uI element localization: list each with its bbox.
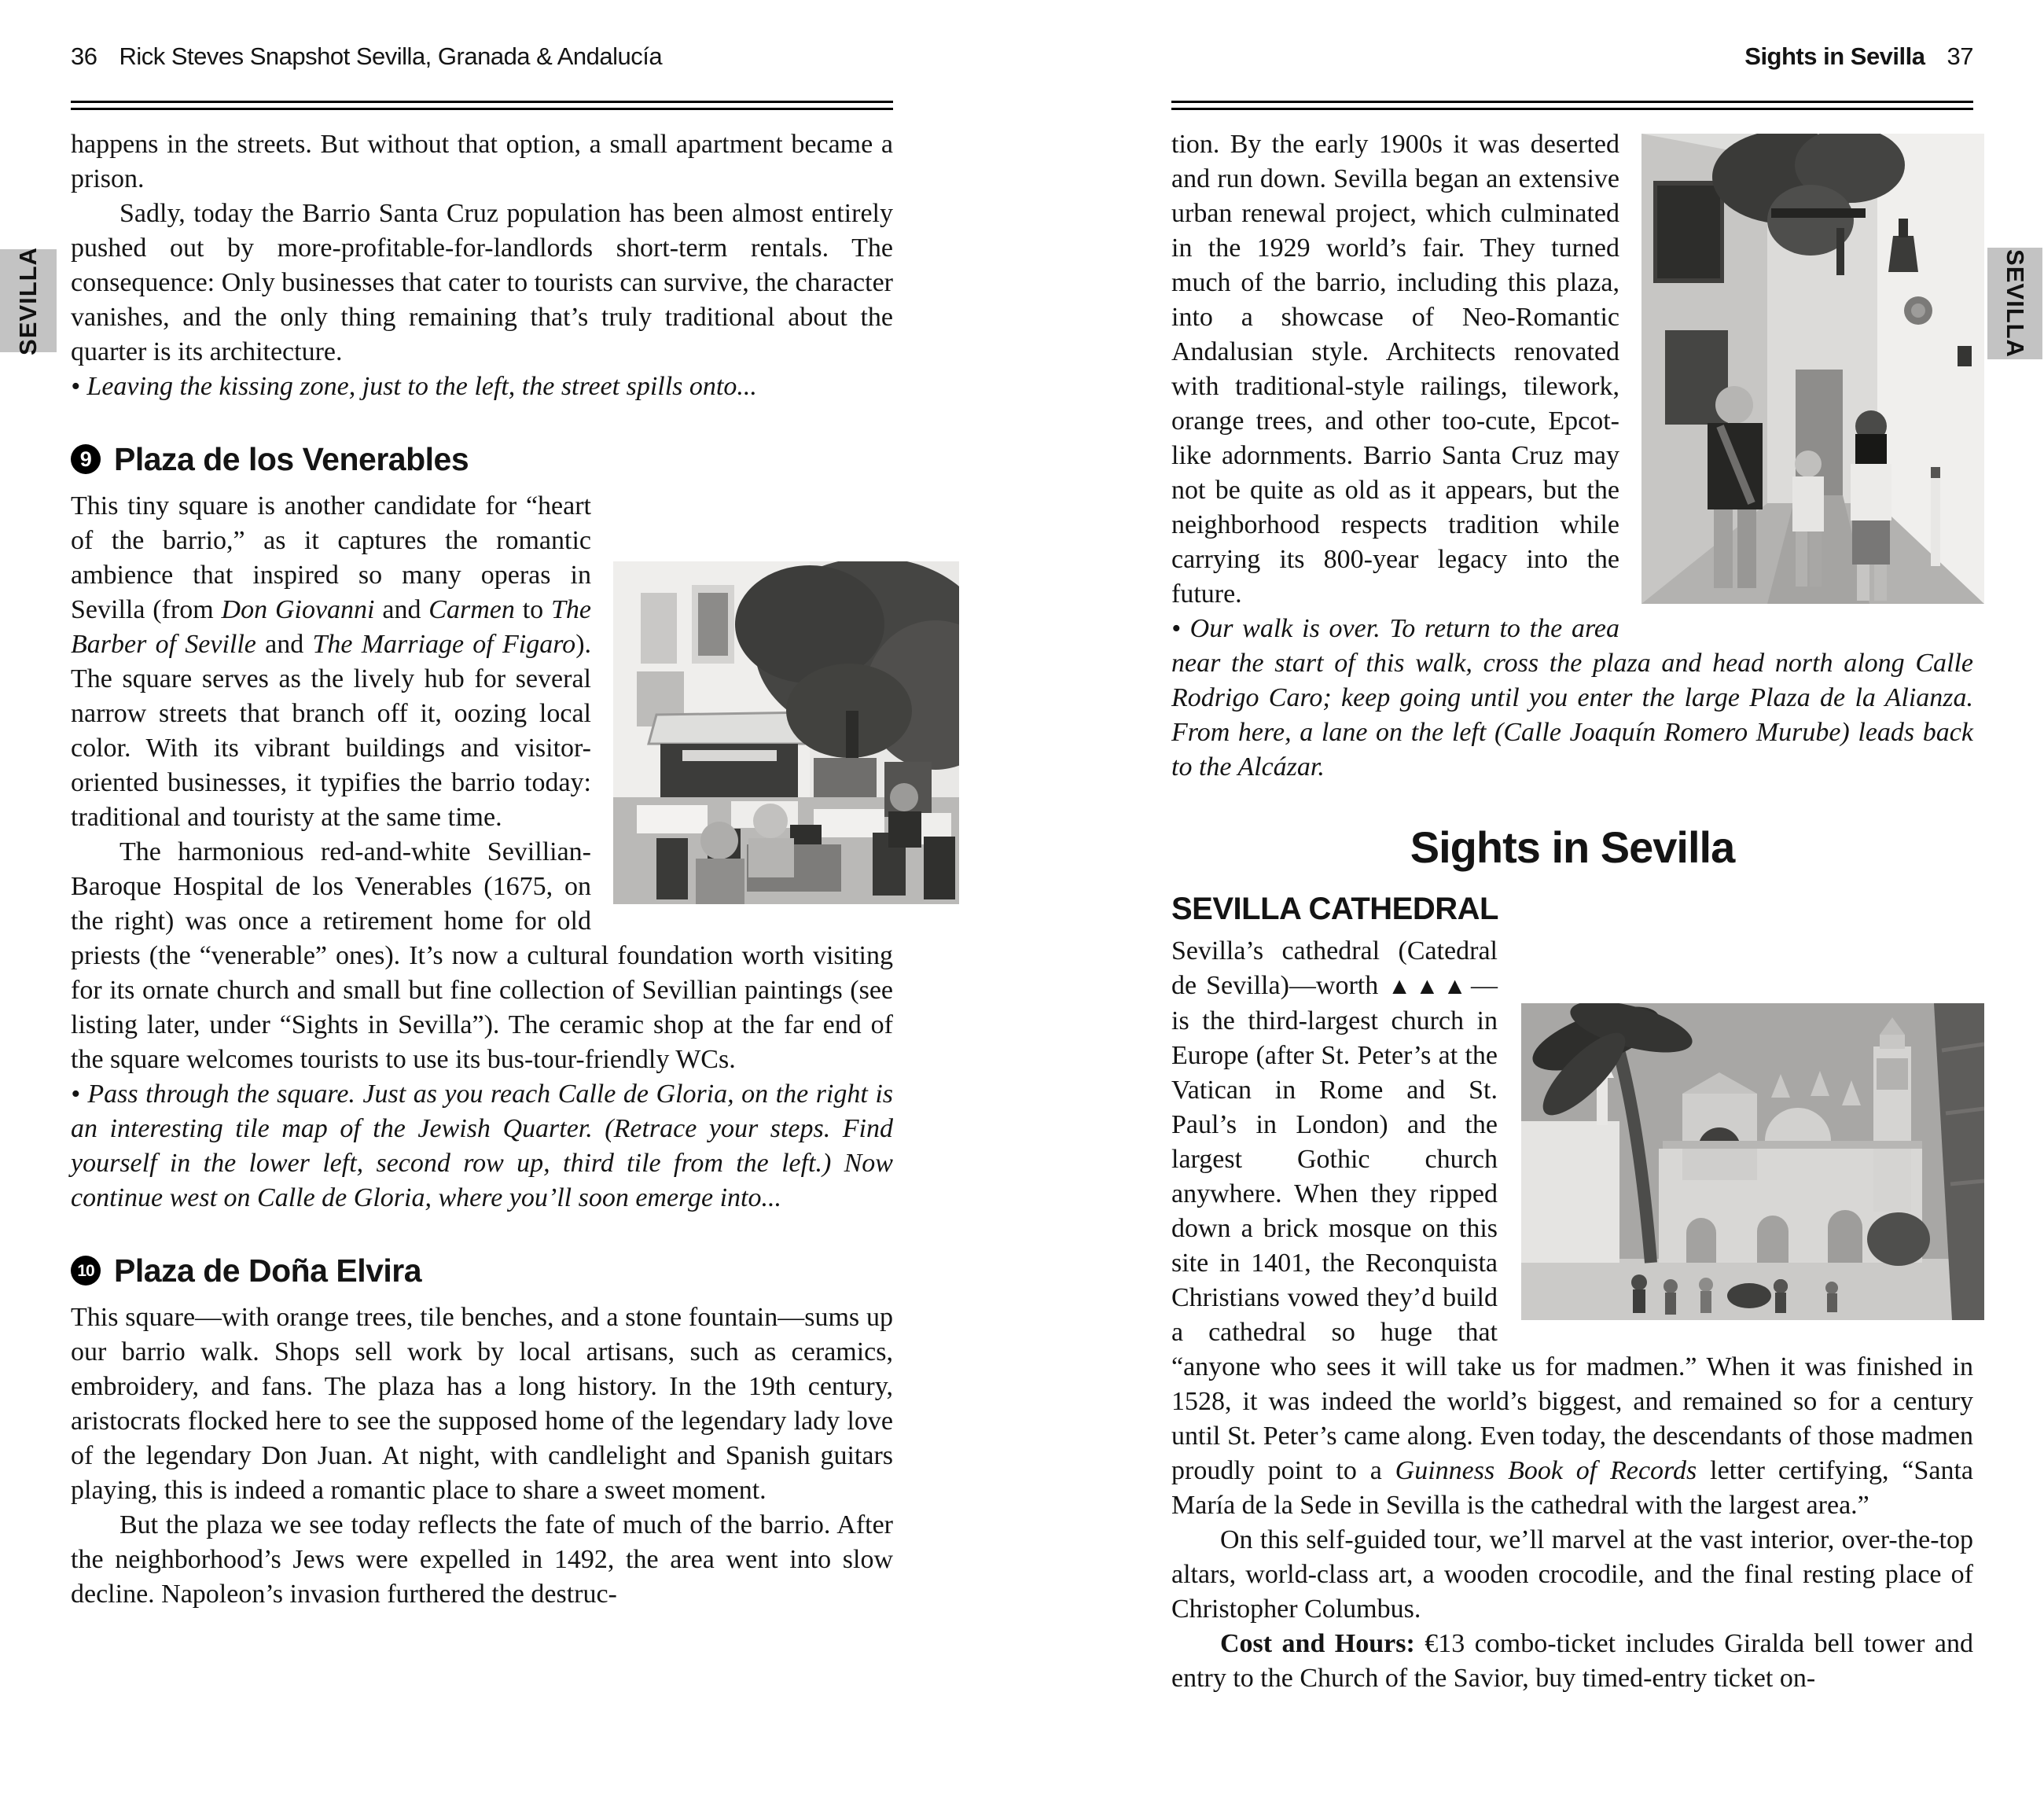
sevilla-cathedral-photo: [1521, 1003, 1984, 1320]
section-heading-dona-elvira: [71, 1253, 893, 1288]
text-run: This tiny square is another candidate for “heart of the barrio,” as it captures the romantic ambience that inspired so many operas in Sevilla (from: [71, 491, 591, 624]
tab-label: SEVILLA: [14, 246, 42, 355]
paragraph: On this self-guided tour, we’ll marvel at the vast interior, over-the-top altars, world-class art, a wooden crocodile, and the final resting place of Christopher Columbus.: [1171, 1525, 1973, 1624]
sevilla-chapter-tab-left: [0, 246, 57, 355]
page-number-left: 36: [71, 42, 97, 70]
paragraph: The harmonious red-and-white Sevillian-Baroque Hospital de los Venerables (1675, on the right) was once a retirement home for old priests (the “venerable” ones). It’s now a cultural foundation worth visiting for its ornate church and small but fine collection of Sevillian paintings (see listing later, under “Sights in Sevilla”). The ceramic shop at the far end of the square welcomes tourists to use its bus-tour-friendly WCs.: [71, 837, 893, 1074]
running-head-left: Rick Steves Snapshot Sevilla, Granada & Andalucía: [119, 42, 663, 70]
cafe-photo-illustration: [613, 561, 959, 904]
plaza-venerables-cafe-photo: [613, 561, 959, 904]
chapter-heading: Sights in Sevilla: [1410, 822, 1735, 872]
text-run: and: [374, 595, 429, 624]
subsection-heading: SEVILLA CATHEDRAL: [1171, 892, 1498, 926]
guide-note: • Leaving the kissing zone, just to the left, the street spills onto...: [71, 372, 757, 401]
text-run: €13 combo-ticket includes Giralda bell tower and entry to the Church of the Savior, buy timed-entry ticket on-: [1171, 1629, 1973, 1693]
section-title: Plaza de Doña Elvira: [114, 1252, 422, 1289]
guide-note: • Our walk is over. To return to the area near the start of this walk, cross the plaza and head north along Calle Rodrigo Caro; keep going until you enter the large Plaza de la Alianza. From here, a lane on the left (Calle Joaquín Romero Murube) leads back to the Alcázar.: [1171, 614, 1973, 782]
section-heading-venerables: [71, 442, 893, 476]
section-title: Plaza de los Venerables: [114, 441, 469, 477]
header-rule-left: [71, 101, 893, 110]
street-photo-illustration: [1641, 134, 1984, 604]
opera-title: Don Giovanni: [221, 595, 375, 624]
paragraph: Sadly, today the Barrio Santa Cruz population has been almost entirely pushed out by more-profitable-for-landlords short-term rentals. The consequence: Only businesses that cater to tourists can survive, the character vanishes, and the only thing remaining that’s truly traditional about the quarter is its architecture.: [71, 199, 893, 366]
text-run: tion. By the early 1900s it was deserted and run down. Sevilla began an extensive urban renewal project, which culminated in the 1929 world’s fair. They turned much of the barrio, including this plaza, into a showcase of Neo-Romantic Andalusian style. Architects renovated with traditional-style railings, tilework, orange trees, and other too-cute, Epcot-like adornments. Barrio Santa Cruz may not be quite as old as it appears, but the neighborhood respects tradition while carrying its 800-year legacy into the future.: [1171, 130, 1619, 609]
barrio-street-photo: [1641, 134, 1984, 604]
page-37-body: [1171, 127, 1973, 1696]
book-title: Guinness Book of Records: [1395, 1456, 1697, 1485]
sevilla-chapter-tab-right: [1987, 248, 2042, 359]
text-run: Sevilla’s cathedral (Catedral de Sevilla)—worth: [1171, 936, 1498, 1000]
text-run: to: [514, 595, 552, 624]
paragraph: This square—with orange trees, tile benches, and a stone fountain—sums up our barrio walk. Shops sell work by local artisans, such as ceramics, embroidery, and fans. The plaza has a long history. In the 19th century, aristocrats flocked here to see the supposed home of the legendary lady love of the legendary Don Juan. At night, with candlelight and Spanish guitars playing, this is indeed a romantic place to share a sweet moment.: [71, 1303, 893, 1505]
text-run: and: [256, 630, 313, 659]
page-37-header: [1171, 41, 1973, 72]
page-36-body: [71, 127, 893, 1612]
page-36-column: [71, 41, 893, 1612]
page-number-right: 37: [1947, 42, 1973, 70]
page-37: [1022, 0, 2044, 1817]
paragraph: happens in the streets. But without that option, a small apartment became a prison.: [71, 130, 893, 193]
page-37-column: [1171, 41, 1973, 1696]
section-number-badge: 9: [71, 444, 101, 474]
text-run: —is the third-largest church in Europe (after St. Peter’s at the Vatican in Rome and St. Paul’s in London) and the largest Gothic church anywhere. When they ripped down a brick mosque on this site in 1401, the Reconquista Christians vowed they’d build a cathedral so huge that “anyone who sees it will take us for madmen.” When it was finished in 1528, it was indeed the world’s biggest, and remained so for a century until St. Peter’s came along. Even today, the descendants of those madmen proudly point to a: [1171, 971, 1973, 1485]
opera-title: The Barber of Seville: [71, 595, 592, 659]
paragraph: [1171, 127, 1973, 612]
paragraph: [1171, 934, 1973, 1523]
section-number-badge: 10: [71, 1256, 101, 1286]
cathedral-photo-illustration: [1521, 1003, 1984, 1320]
guide-note: • Pass through the square. Just as you reach Calle de Gloria, on the right is an interesting tile map of the Jewish Quarter. (Retrace your steps. Find yourself in the lower left, second row up, third tile from the left.) Now continue west on Calle de Gloria, where you’ll soon emerge into...: [71, 1080, 893, 1212]
paragraph: But the plaza we see today reflects the fate of much of the barrio. After the neighborhood’s Jews were expelled in 1492, the area went into slow decline. Napoleon’s invasion furthered the destruc-: [71, 1510, 893, 1609]
header-rule-right: [1171, 101, 1973, 110]
running-head-right: Sights in Sevilla: [1744, 42, 1925, 70]
opera-title: Carmen: [428, 595, 515, 624]
cost-hours-label: Cost and Hours:: [1220, 1629, 1415, 1658]
text-run: ). The square serves as the lively hub for several narrow streets that branch off it, oozing local color. With its vibrant buildings and visitor-oriented businesses, it typifies the barrio today: traditional and touristy at the same time.: [71, 630, 592, 832]
page-36-header: [71, 41, 893, 72]
paragraph: [1171, 1627, 1973, 1696]
three-triangle-rating: ▲▲▲: [1388, 973, 1471, 999]
text-run: letter certifying, “Santa María de la Sede in Sevilla is the cathedral with the largest area.”: [1171, 1456, 1973, 1520]
opera-title: The Marriage of Figaro: [312, 630, 576, 659]
tab-label: SEVILLA: [2002, 249, 2029, 358]
paragraph: [71, 489, 893, 835]
